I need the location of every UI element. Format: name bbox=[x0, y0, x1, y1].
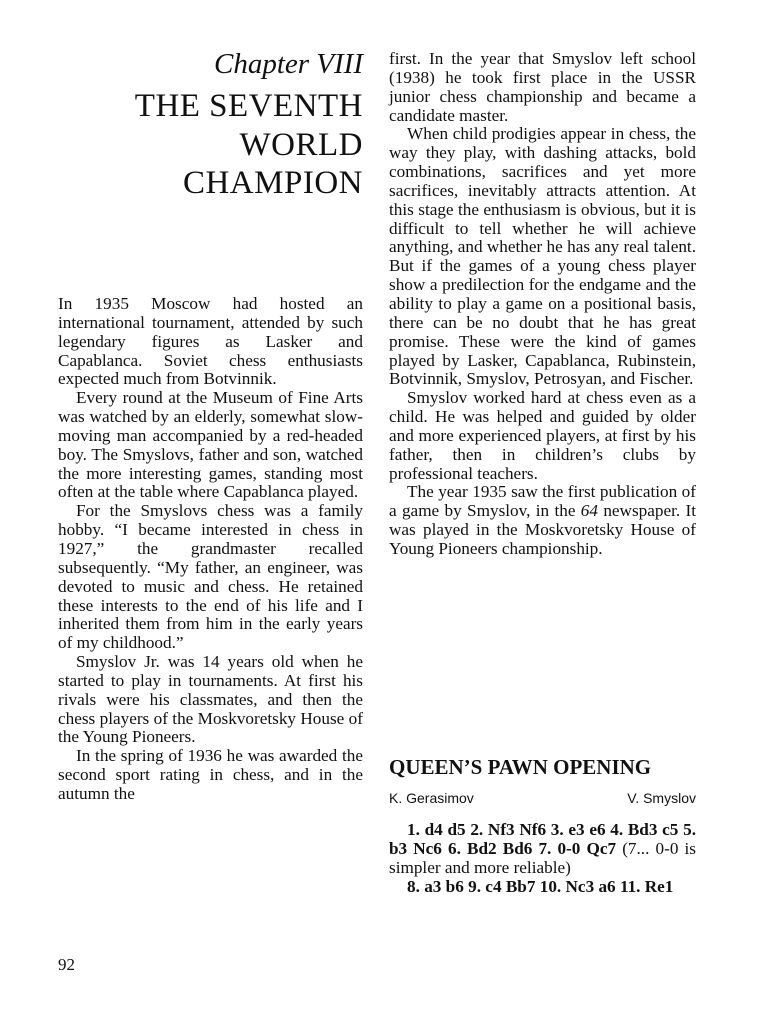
right-body-text bbox=[389, 50, 696, 559]
paragraph-text: newspaper. It was played in the Moskvoretsky House of Young Pioneers championship. bbox=[389, 501, 696, 558]
chapter-title-line: THE SEVENTH bbox=[134, 88, 363, 124]
paragraph: Smyslov worked hard at chess even as a child. He was helped and guided by older and more experienced players, at first by his father, then in children’s clubs by professional teachers. bbox=[389, 388, 696, 483]
paragraph: In the spring of 1936 he was awarded the second sport rating in chess, and in the autumn the bbox=[58, 746, 363, 803]
paragraph: Every round at the Museum of Fine Arts was watched by an elderly, somewhat slow-moving man accompanied by a red-headed boy. The Smyslovs, father and son, watched the more interesting games, standing most often at the table where Capablanca played. bbox=[58, 388, 363, 502]
moves-paragraph bbox=[389, 878, 696, 897]
chapter-title-line: WORLD bbox=[239, 126, 363, 163]
paragraph: In 1935 Moscow had hosted an international tournament, attended by such legendary figures as Lasker and Capablanca. Soviet chess enthusiasts expected much from Botvinnik. bbox=[58, 294, 363, 389]
chapter-title-line: CHAMPION bbox=[182, 165, 363, 201]
paragraph-text: The year 1935 saw the first publication of a game by Smyslov, in the bbox=[389, 482, 696, 521]
newspaper-name: 64 bbox=[580, 501, 598, 521]
moves-bold: 8. a3 b6 9. c4 Bb7 10. Nc3 a6 11. Re1 bbox=[407, 876, 674, 896]
moves-bold: 1. d4 d5 2. Nf3 Nf6 3. e3 e6 4. Bd3 c5 5. b3 Nc6 6. Bd2 Bd6 7. 0-0 Qc7 bbox=[389, 820, 696, 858]
paragraph: For the Smyslovs chess was a family hobby. “I became interested in chess in 1927,” the grandmaster recalled subsequently. “My father, an engineer, was devoted to music and chess. He retained these interests to the end of his life and I inherited them from him in the early years of my childhood.” bbox=[58, 501, 363, 653]
page-number: 92 bbox=[58, 955, 75, 974]
paragraph: first. In the year that Smyslov left school (1938) he took first place in the USSR junior chess championship and became a candidate master. bbox=[389, 49, 696, 125]
left-body-text bbox=[58, 295, 363, 804]
black-player: V. Smyslov bbox=[627, 790, 696, 806]
white-player: K. Gerasimov bbox=[389, 790, 474, 806]
paragraph: Smyslov Jr. was 14 years old when he started to play in tournaments. At first his rivals were his classmates, and then the chess players of the Moskvoretsky House of the Young Pioneers. bbox=[58, 652, 363, 747]
moves-note: (7... 0-0 is simpler and more reliable) bbox=[389, 838, 696, 877]
game-heading: QUEEN’S PAWN OPENING bbox=[389, 755, 652, 779]
moves-paragraph bbox=[389, 821, 696, 878]
paragraph bbox=[389, 483, 696, 558]
game-moves bbox=[389, 821, 696, 896]
chapter-title bbox=[58, 87, 363, 203]
paragraph: When child prodigies appear in chess, the way they play, with dashing attacks, bold combinations, sacrifices and yet more sacrifices, inevitably attracts attention. At this stage the enthusiasm is obvious, but it is difficult to tell whether he will achieve anything, and whether he has any real talent. But if the games of a young chess player show a predilection for the endgame and the ability to play a game on a positional basis, there can be no doubt that he has great promise. These were the kind of games played by Lasker, Capablanca, Rubinstein, Botvinnik, Smyslov, Petrosyan, and Fischer. bbox=[389, 124, 696, 389]
chapter-label: Chapter VIII bbox=[214, 48, 363, 80]
